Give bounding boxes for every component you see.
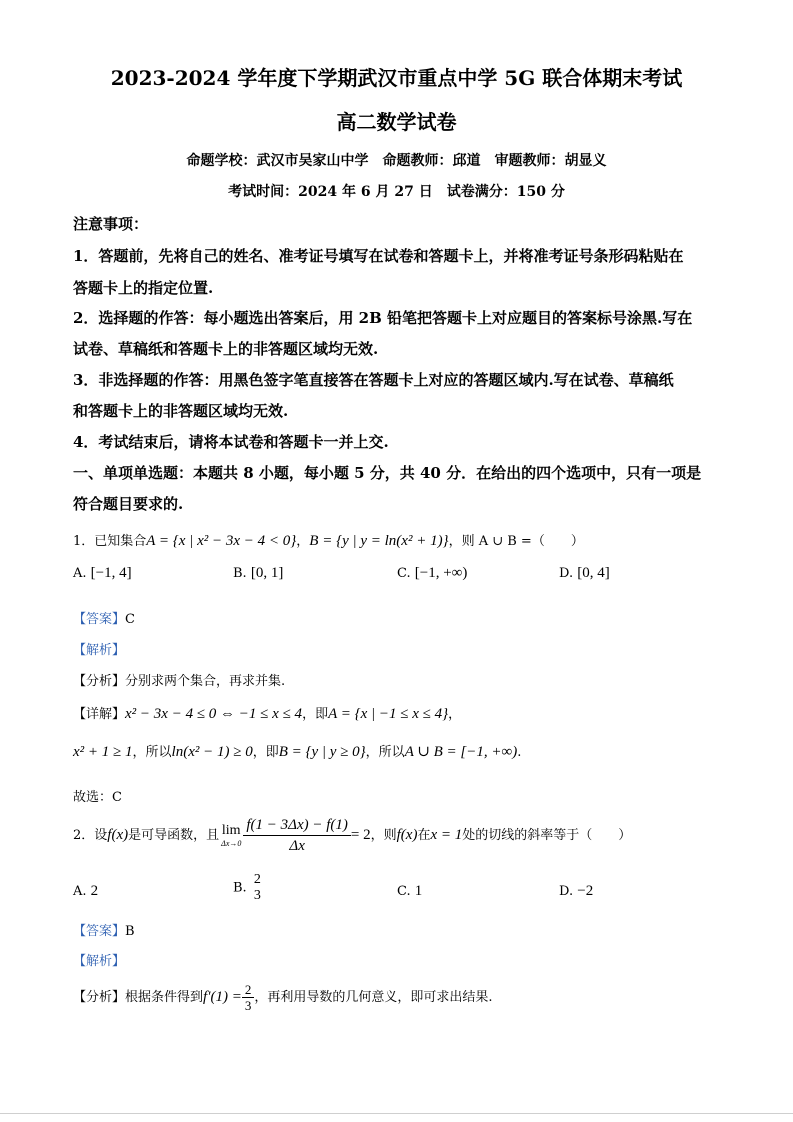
q2-fenxi-math: f′(1) = xyxy=(203,989,242,1005)
q2-option-b xyxy=(233,872,264,904)
page-bottom-divider xyxy=(0,1113,793,1114)
q1-detail-text2: ，所以 xyxy=(132,745,172,760)
q2-limit xyxy=(221,823,241,848)
notice-item-3-line2: 和答题卡上的非答题区域均无效. xyxy=(73,402,289,420)
q2-option-b-fraction xyxy=(251,872,264,904)
q1-suffix: ，则 A ∪ B =（ ） xyxy=(448,534,584,549)
exam-info: 考试时间：2024 年 6 月 27 日 试卷满分：150 分 xyxy=(228,184,565,200)
q1-detail-math3: x² + 1 ≥ 1 xyxy=(73,744,133,760)
q2-lim-word: lim xyxy=(221,823,241,838)
q1-detail-text3: ，即 xyxy=(252,745,279,760)
q2-fx2: f(x) xyxy=(396,827,418,843)
q2-option-a-value: 2 xyxy=(90,883,99,899)
q1-answer-tag: 【答案】 xyxy=(73,612,126,627)
q1-prefix: 1．已知集合 xyxy=(73,534,147,549)
notice-item-4-line1: 4．考试结束后，请将本试卷和答题卡一并上交. xyxy=(73,433,389,451)
q1-detail-end2: . xyxy=(517,745,522,760)
q1-detail-math1: x² − 3x − 4 ≤ 0 ⇔ −1 ≤ x ≤ 4 xyxy=(125,706,303,722)
q2-fenxi-num: 2 xyxy=(242,982,255,998)
q1-detail-end1: ， xyxy=(448,707,462,722)
q1-detail-math5: B = {y | y ≥ 0} xyxy=(278,744,366,760)
q2-option-b-letter: B. xyxy=(233,880,247,896)
q1-option-a-letter: A. xyxy=(73,566,87,581)
q2-answer-tag: 【答案】 xyxy=(73,924,126,939)
notice-item-2-line1: 2．选择题的作答：每小题选出答案后，用 2B 铅笔把答题卡上对应题目的答案标号涂黑.写在 xyxy=(73,309,693,327)
q1-answer xyxy=(73,608,135,627)
q2-fx: f(x) xyxy=(107,827,129,843)
q1-option-d-letter: D. xyxy=(559,566,574,581)
notice-item-3-line1: 3．非选择题的作答：用黑色签字笔直接答在答题卡上对应的答题区域内.写在试卷、草稿纸 xyxy=(73,371,674,389)
q2-prefix: 2．设 xyxy=(73,828,108,843)
exam-subtitle: 高二数学试卷 xyxy=(336,110,457,134)
q2-option-c-value: 1 xyxy=(414,883,423,899)
q1-option-a xyxy=(73,565,132,582)
q2-fenxi-den: 3 xyxy=(244,998,252,1013)
q1-fenxi-tag: 【分析】 xyxy=(73,674,126,689)
notice-item-1-line2: 答题卡上的指定位置. xyxy=(73,279,214,297)
q2-option-c xyxy=(397,883,422,900)
notice-item-1-line1: 1．答题前，先将自己的姓名、准考证号填写在试卷和答题卡上，并将准考证号条形码粘贴在 xyxy=(73,247,684,265)
q1-fenxi xyxy=(73,670,285,689)
q1-comma: ， xyxy=(296,534,310,549)
q2-eq: = 2 xyxy=(350,827,371,843)
q2-text2: ，则 xyxy=(370,828,397,843)
q2-option-c-letter: C. xyxy=(397,884,411,899)
q1-option-d-value: [0, 4] xyxy=(577,565,610,581)
q1-set-b: B = {y | y = ln(x² + 1)} xyxy=(309,533,449,549)
notice-item-2-line2: 试卷、草稿纸和答题卡上的非答题区域均无效. xyxy=(73,340,379,358)
q1-conclusion: 故选：C xyxy=(73,790,122,805)
q1-option-c-letter: C. xyxy=(397,566,411,581)
q1-detail-line2 xyxy=(73,741,521,761)
q2-analysis-tag: 【解析】 xyxy=(73,954,126,969)
q1-detail-text4: ，所以 xyxy=(365,745,405,760)
q2-fenxi-fraction xyxy=(242,982,255,1013)
q2-fenxi xyxy=(73,982,492,1013)
q1-analysis-tag: 【解析】 xyxy=(73,643,126,658)
q2-option-a xyxy=(73,883,98,900)
q2-text4: 处的切线的斜率等于（ ） xyxy=(462,828,632,843)
q2-answer-value: B xyxy=(125,924,135,939)
q1-option-b-value: [0, 1] xyxy=(250,565,284,581)
q1-option-a-value: [−1, 4] xyxy=(90,565,132,581)
q2-numerator: f(1 − 3Δx) − f(1) xyxy=(243,815,351,836)
q2-option-b-num: 2 xyxy=(253,872,261,887)
q2-fenxi-pre: 根据条件得到 xyxy=(125,990,204,1005)
question-2-stem xyxy=(73,815,631,856)
q2-text3: 在 xyxy=(417,828,431,843)
q1-option-b-letter: B. xyxy=(233,566,247,581)
q2-text1: 是可导函数，且 xyxy=(128,828,220,843)
q1-detail-line1 xyxy=(73,703,461,723)
q2-option-d-value: −2 xyxy=(577,883,594,899)
exam-authors: 命题学校：武汉市吴家山中学 命题教师：邱道 审题教师：胡显义 xyxy=(186,153,607,169)
q1-fenxi-text: 分别求两个集合，再求并集. xyxy=(125,674,286,689)
section-heading-line2: 符合题目要求的. xyxy=(73,495,184,513)
q2-answer xyxy=(73,920,135,939)
q1-option-c xyxy=(397,565,467,582)
question-1-stem xyxy=(73,530,584,550)
q2-option-b-den: 3 xyxy=(253,888,261,903)
q1-set-a: A = {x | x² − 3x − 4 < 0} xyxy=(146,533,297,549)
q2-option-a-letter: A. xyxy=(73,884,87,899)
q1-option-c-value: [−1, +∞) xyxy=(414,565,468,581)
q1-detail-text1: ，即 xyxy=(302,707,329,722)
q2-x1: x = 1 xyxy=(430,827,463,843)
q2-denominator: Δx xyxy=(289,838,305,854)
exam-title: 2023-2024 学年度下学期武汉市重点中学 5G 联合体期末考试 xyxy=(110,66,683,90)
q1-option-d xyxy=(559,565,610,582)
q2-limit-fraction xyxy=(243,815,351,856)
q2-fenxi-post: ，再利用导数的几何意义，即可求出结果. xyxy=(254,990,493,1005)
q1-detail-tag: 【详解】 xyxy=(73,707,126,722)
q1-detail-math4: ln(x² − 1) ≥ 0 xyxy=(171,744,253,760)
q1-answer-value: C xyxy=(125,612,135,627)
q2-option-d-letter: D. xyxy=(559,884,574,899)
q1-detail-math6: A ∪ B = [−1, +∞) xyxy=(404,744,518,760)
q1-option-b xyxy=(233,565,283,582)
q2-fenxi-tag: 【分析】 xyxy=(73,990,126,1005)
notice-heading: 注意事项： xyxy=(73,215,149,233)
q1-detail-math2: A = {x | −1 ≤ x ≤ 4} xyxy=(328,706,449,722)
q2-lim-sub: Δx→0 xyxy=(221,839,242,848)
section-heading-line1: 一、单项单选题：本题共 8 小题，每小题 5 分，共 40 分．在给出的四个选项中，只有一项是 xyxy=(73,464,702,482)
q2-option-d xyxy=(559,883,593,900)
